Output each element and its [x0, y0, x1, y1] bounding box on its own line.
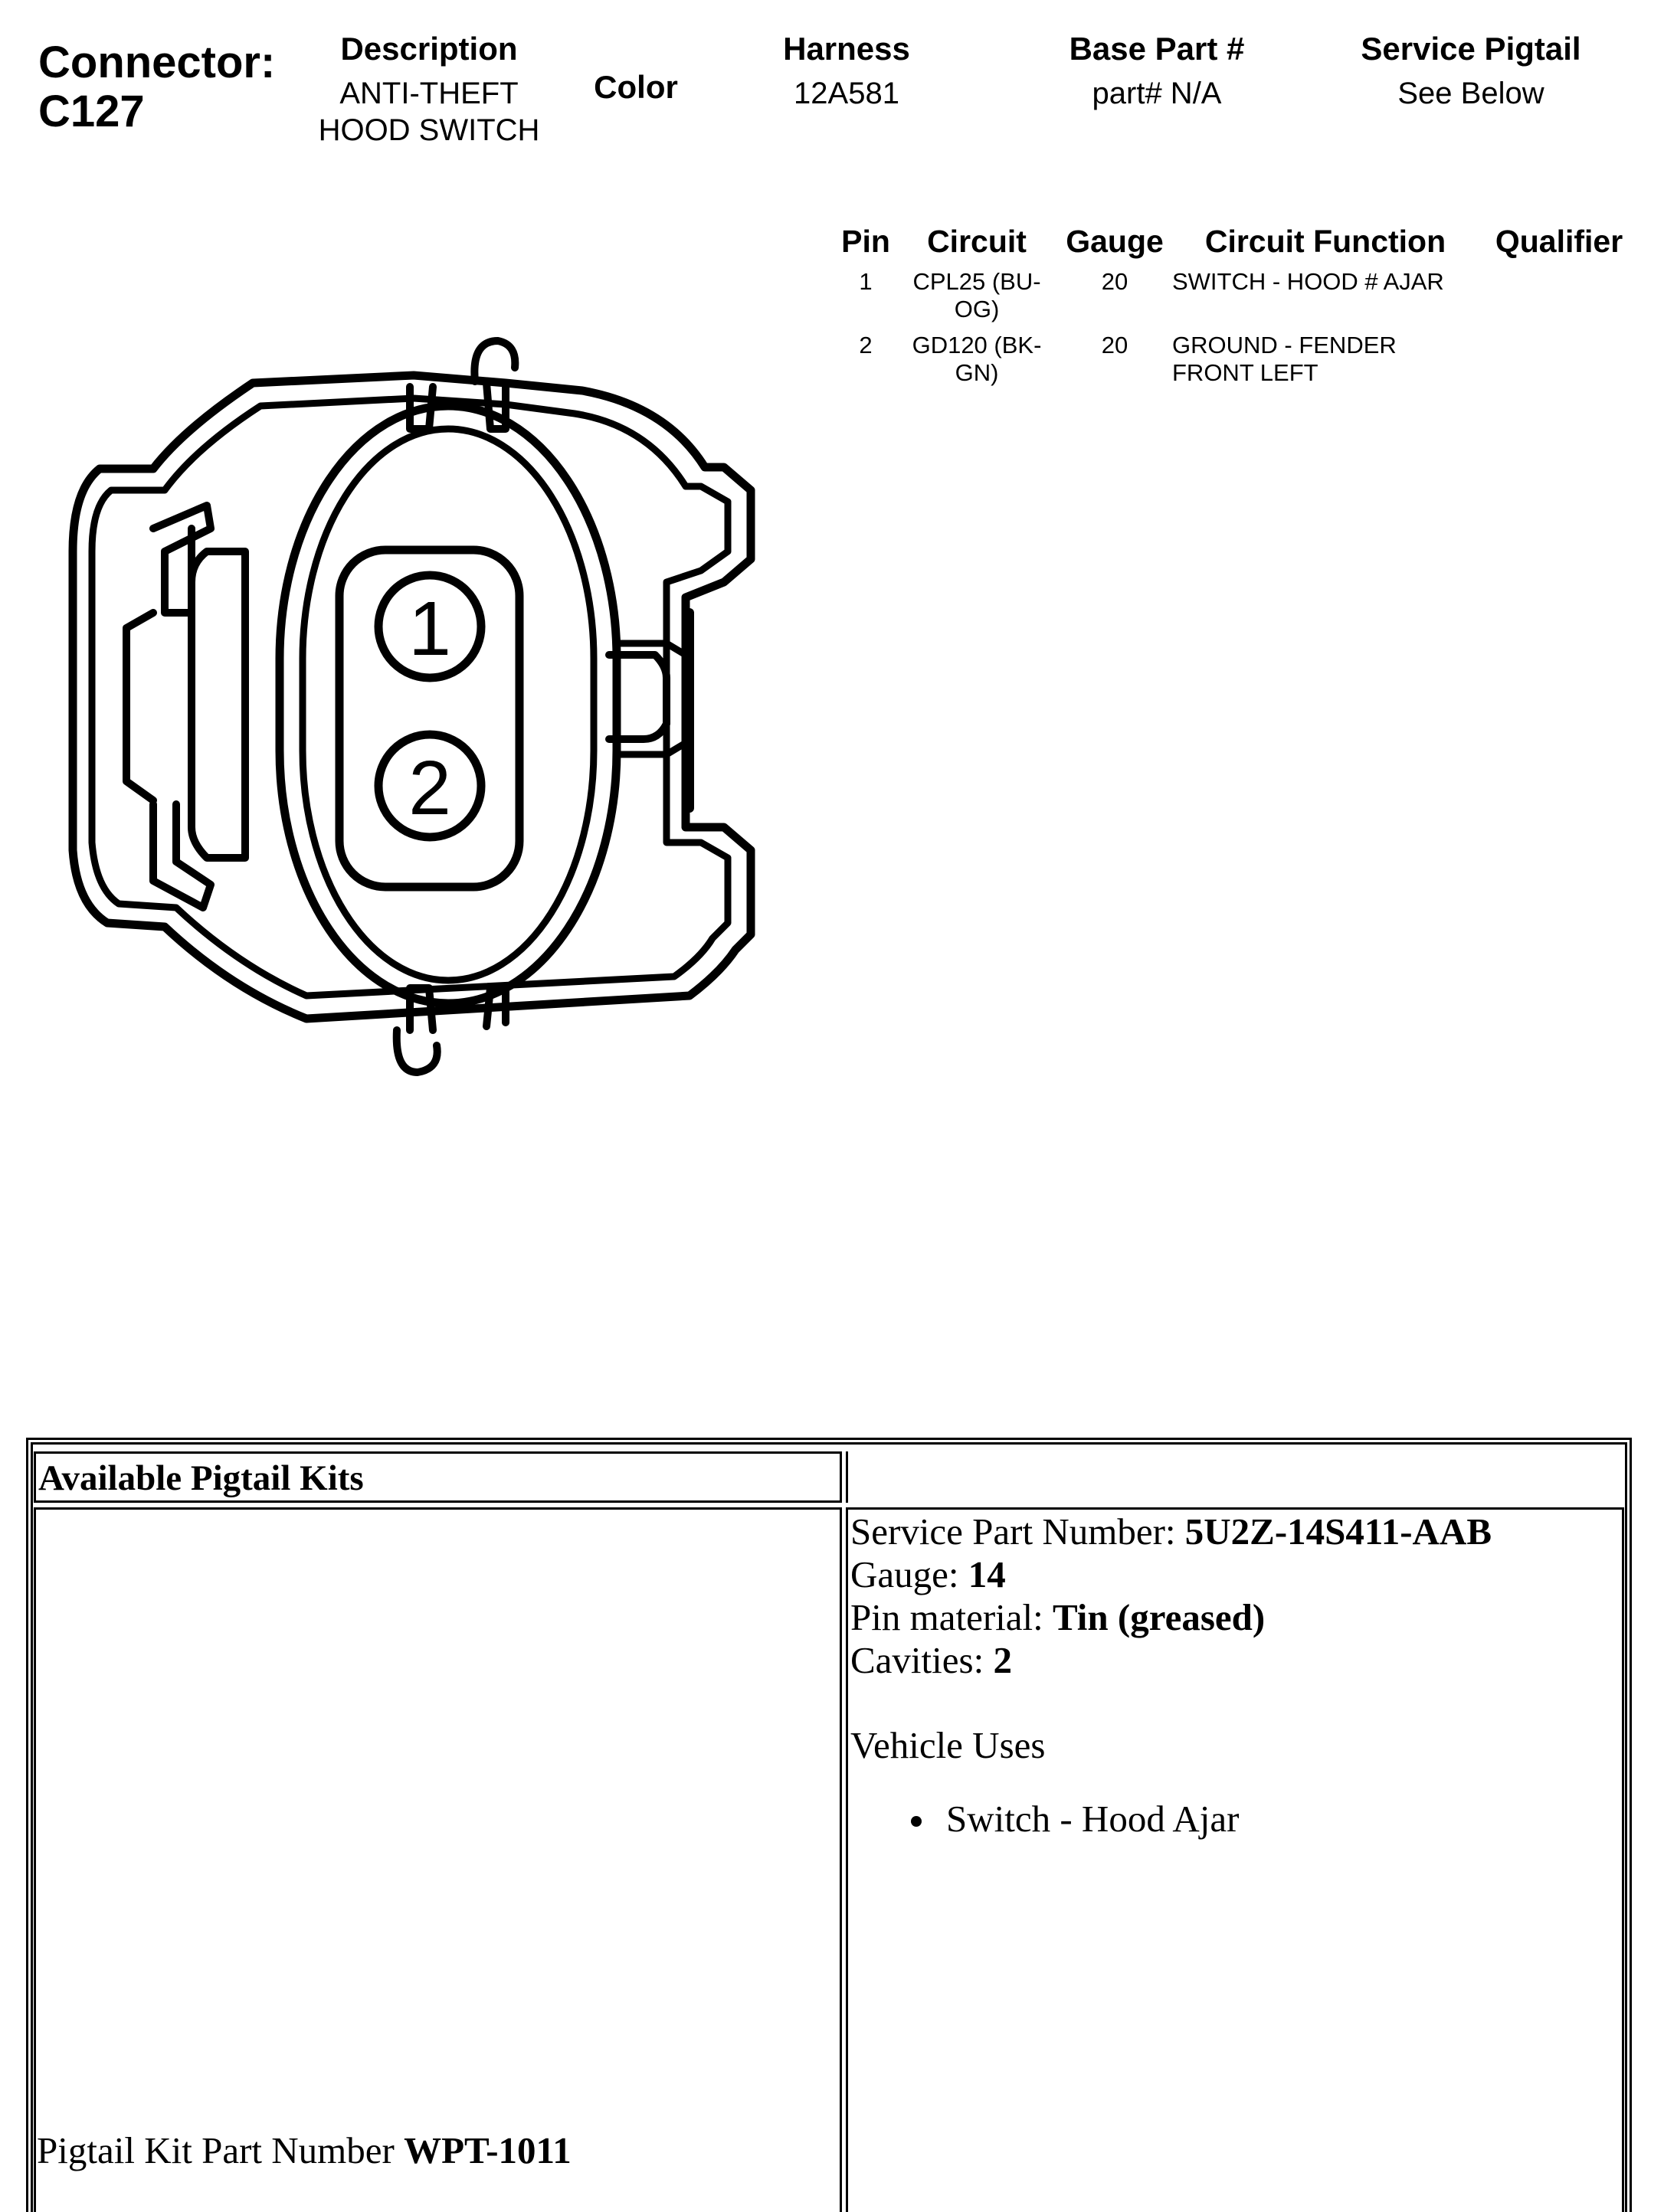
kit-value: WPT-1011 — [404, 2129, 572, 2171]
connector-label: Connector: — [38, 38, 276, 87]
qualifier-header: Qualifier — [1495, 224, 1623, 259]
function-cell — [1172, 332, 1494, 387]
circuit-line1: GD120 (BK- — [912, 332, 1042, 358]
kit-label: Pigtail Kit Part Number — [37, 2129, 405, 2171]
function-line1: GROUND - FENDER — [1172, 332, 1397, 358]
circuit-line1: CPL25 (BU- — [912, 268, 1041, 295]
pin-material-info — [850, 1596, 1617, 1639]
function-line1: SWITCH - HOOD # AJAR — [1172, 268, 1444, 295]
circuit-line2: GN) — [955, 359, 999, 386]
service-part-value: 5U2Z-14S411-AAB — [1184, 1510, 1492, 1553]
color-label: Color — [594, 69, 678, 105]
circuit-line2: OG) — [954, 296, 1000, 322]
gauge-value: 14 — [968, 1553, 1006, 1595]
cavities-info — [850, 1639, 1617, 1682]
service-pigtail-value: See Below — [1397, 77, 1544, 110]
pin-2-label: 2 — [408, 745, 451, 831]
gauge-info — [850, 1553, 1617, 1596]
circuit-cell — [908, 268, 1046, 323]
cavities-label: Cavities: — [850, 1639, 994, 1681]
connector-id: C127 — [38, 87, 145, 136]
gauge-header: Gauge — [1066, 224, 1164, 259]
base-part-label: Base Part # — [1069, 31, 1245, 67]
service-part-label: Service Part Number: — [850, 1510, 1185, 1553]
harness-label: Harness — [783, 31, 910, 67]
bottom-nub — [397, 1030, 437, 1072]
pigtail-kit-part-number — [37, 2129, 572, 2172]
pin-material-label: Pin material: — [850, 1596, 1053, 1638]
service-part-number — [850, 1510, 1617, 1553]
vehicle-uses-label: Vehicle Uses — [850, 1724, 1046, 1766]
vehicle-uses-list — [946, 1798, 1617, 1841]
right-latch-lower — [617, 743, 686, 754]
service-pigtail-column — [1325, 31, 1617, 112]
function-line2: FRONT LEFT — [1172, 359, 1318, 386]
pin-header: Pin — [841, 224, 890, 259]
housing-outer-inner — [92, 398, 728, 996]
housing-outer — [73, 375, 751, 1019]
base-part-value: part# N/A — [1092, 77, 1222, 110]
vehicle-use-text: Switch - Hood Ajar — [946, 1798, 1240, 1840]
left-notch — [192, 551, 245, 858]
harness-value: 12A581 — [794, 77, 899, 110]
description-line1: ANTI-THEFT — [339, 77, 519, 110]
cavities-value: 2 — [993, 1639, 1012, 1681]
connector-diagram — [0, 0, 843, 1111]
pigtail-title-right-cell — [846, 1451, 1624, 1503]
function-header: Circuit Function — [1204, 224, 1446, 259]
pin-number: 1 — [859, 268, 873, 295]
gauge-cell: 20 — [1101, 268, 1128, 295]
circuit-cell — [908, 332, 1046, 387]
pin-material-value: Tin (greased) — [1053, 1596, 1266, 1638]
pin-number: 2 — [859, 332, 873, 358]
function-cell — [1172, 268, 1494, 296]
cavity-body-outer — [280, 406, 617, 1003]
circuit-header: Circuit — [927, 224, 1027, 259]
top-nub — [474, 341, 515, 381]
pigtail-image-cell — [34, 1507, 842, 2212]
pin-1-label: 1 — [408, 586, 451, 672]
service-pigtail-label: Service Pigtail — [1361, 31, 1581, 67]
gauge-label: Gauge: — [850, 1553, 968, 1595]
bullet-icon — [911, 1816, 922, 1827]
description-label: Description — [340, 31, 518, 67]
pigtail-details — [850, 1510, 1617, 1841]
pigtail-title: Available Pigtail Kits — [38, 1458, 364, 1498]
list-item — [946, 1798, 1617, 1841]
cavity-body-inner — [303, 429, 594, 980]
base-part-column — [1034, 31, 1279, 112]
left-outer-tab — [126, 613, 153, 800]
description-line2: HOOD SWITCH — [318, 113, 540, 147]
gauge-cell: 20 — [1101, 332, 1128, 358]
